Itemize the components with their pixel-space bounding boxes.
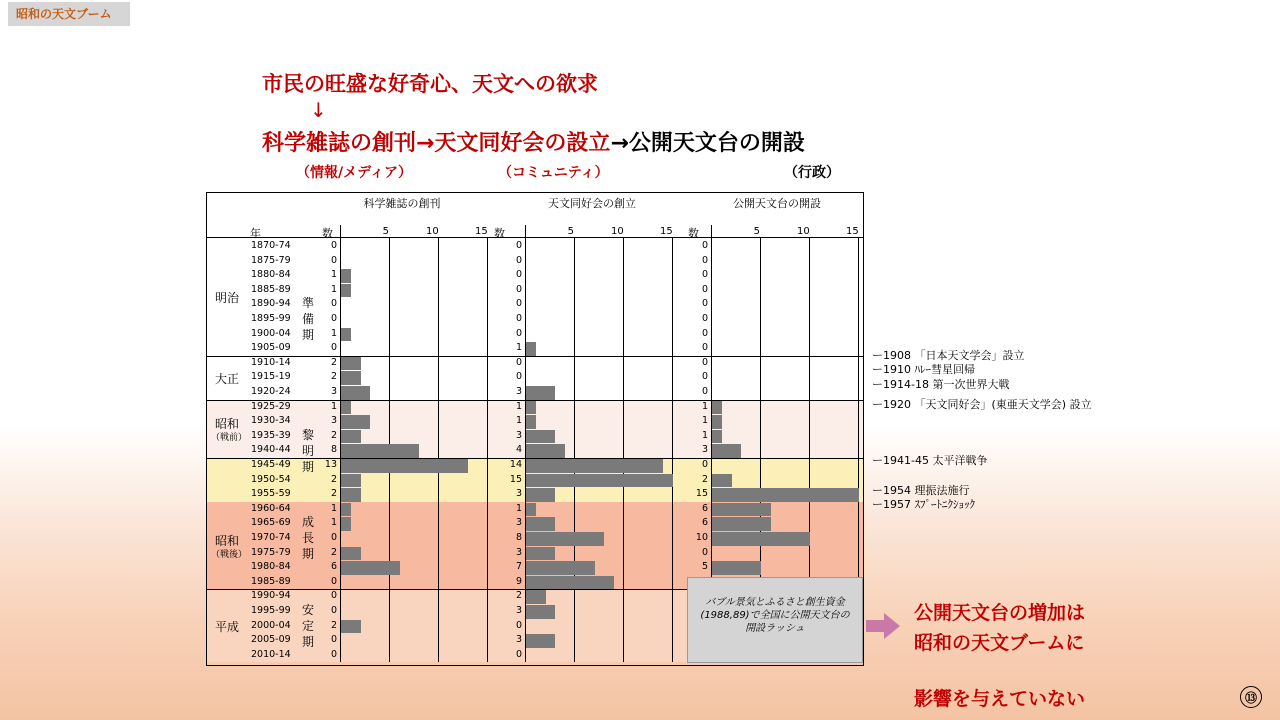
year-label: 1895-99 [251, 313, 291, 324]
header-count: 数 [494, 227, 505, 240]
count-label: 0 [515, 648, 522, 660]
header-count: 数 [322, 227, 333, 240]
count-label: 2 [330, 473, 337, 485]
event-label: ー1957 ｽﾌﾟｰﾄﾆｸｼｮｯｸ [872, 498, 975, 511]
count-label: 0 [515, 356, 522, 368]
era-sublabel: （戦前） [211, 432, 248, 443]
phase-label: 安 定 期 [302, 603, 315, 649]
count-label: 0 [330, 605, 337, 616]
bar [341, 371, 361, 385]
panel-title: 科学雑誌の創刊 [363, 197, 441, 210]
bar [341, 269, 351, 283]
count-label: 0 [330, 313, 337, 324]
bar [341, 474, 361, 488]
axis-tick-label: 5 [567, 226, 574, 237]
subtitle-community: （コミュニティ） [498, 165, 609, 181]
year-label: 1920-24 [251, 386, 291, 397]
year-label: 1965-69 [251, 517, 291, 529]
bar [341, 547, 361, 561]
event-label: ー1954 理振法施行 [872, 484, 970, 497]
bar [341, 284, 351, 298]
bar [712, 430, 722, 444]
bar [526, 503, 536, 517]
year-label: 1980-84 [251, 561, 291, 573]
conclusion-line-2: 昭和の天文ブームに [914, 632, 1085, 654]
bar [712, 444, 741, 458]
headline-demand: 市民の旺盛な好奇心、天文への欲求 [262, 72, 598, 96]
count-label: 3 [515, 605, 522, 616]
count-label: 0 [701, 546, 708, 558]
count-label: 2 [330, 371, 337, 383]
count-label: 1 [701, 429, 708, 441]
bar [526, 459, 663, 473]
count-label: 0 [701, 386, 708, 397]
year-label: 1885-89 [251, 283, 291, 295]
year-label: 1900-04 [251, 327, 291, 339]
era-label: 大正 [215, 371, 240, 386]
bar [341, 401, 351, 415]
count-label: 0 [515, 298, 522, 310]
count-label: 0 [701, 283, 708, 295]
count-label: 1 [330, 327, 337, 339]
axis-tick-label: 15 [475, 226, 488, 237]
headline-chain-black: →公開天文台の開設 [610, 131, 805, 156]
event-label: ー1914-18 第一次世界大戦 [872, 378, 1010, 391]
count-label: 1 [515, 415, 522, 427]
count-label: 3 [515, 546, 522, 558]
count-label: 8 [330, 444, 337, 456]
year-label: 1880-84 [251, 269, 291, 281]
count-label: 0 [515, 313, 522, 324]
count-label: 1 [515, 342, 522, 354]
count-label: 0 [701, 356, 708, 368]
count-label: 15 [695, 488, 708, 500]
year-label: 1960-64 [251, 502, 291, 514]
era-label: 昭和 [215, 416, 240, 431]
bar [712, 503, 771, 517]
count-label: 0 [330, 240, 337, 251]
year-label: 1875-79 [251, 254, 291, 266]
count-label: 6 [701, 517, 708, 529]
era-label: 平成 [215, 619, 240, 634]
count-label: 13 [324, 459, 337, 470]
year-label: 1915-19 [251, 371, 291, 383]
bar [526, 576, 614, 590]
bar [526, 415, 536, 429]
count-label: 0 [330, 532, 337, 543]
year-label: 1870-74 [251, 240, 291, 251]
count-label: 0 [701, 327, 708, 339]
bar [341, 503, 351, 517]
count-label: 3 [515, 517, 522, 529]
gridline [574, 237, 575, 662]
year-label: 1910-14 [251, 356, 291, 368]
count-label: 2 [330, 619, 337, 631]
count-label: 3 [330, 415, 337, 427]
bar [526, 488, 555, 502]
gridline [623, 237, 624, 662]
bar [712, 532, 810, 546]
count-label: 0 [330, 254, 337, 266]
count-label: 0 [515, 240, 522, 251]
year-label: 1925-29 [251, 400, 291, 412]
header-rule [207, 237, 863, 238]
bar [712, 474, 732, 488]
count-label: 0 [330, 590, 337, 602]
count-label: 1 [330, 517, 337, 529]
axis-tick-label: 10 [611, 226, 624, 237]
count-label: 2 [515, 590, 522, 602]
conclusion-line-3: 影響を与えていない [914, 688, 1086, 710]
year-label: 1950-54 [251, 473, 291, 485]
conclusion-line-1: 公開天文台の増加は [914, 602, 1086, 624]
header-count: 数 [688, 227, 699, 240]
bar [341, 328, 351, 342]
count-label: 3 [515, 429, 522, 441]
count-label: 0 [701, 269, 708, 281]
panel-title: 公開天文台の開設 [733, 197, 821, 210]
gridline [487, 237, 488, 662]
count-label: 10 [695, 532, 708, 543]
count-label: 1 [701, 415, 708, 427]
bar [526, 401, 536, 415]
subtitle-media: （情報/メディア） [296, 165, 412, 181]
count-label: 3 [330, 386, 337, 397]
headline-chain [262, 126, 805, 157]
event-label: ー1941-45 太平洋戦争 [872, 454, 988, 467]
bar [526, 386, 555, 400]
bar [526, 532, 604, 546]
count-label: 0 [701, 298, 708, 310]
count-label: 3 [515, 386, 522, 397]
bar [526, 605, 555, 619]
axis-tick-label: 15 [660, 226, 673, 237]
count-label: 4 [515, 444, 522, 456]
era-label: 明治 [215, 291, 240, 306]
count-label: 8 [515, 532, 522, 543]
bar [341, 488, 361, 502]
bar [341, 357, 361, 371]
year-label: 1945-49 [251, 459, 291, 470]
bar [341, 444, 419, 458]
bar [526, 342, 536, 356]
gridline [672, 237, 673, 662]
count-label: 1 [330, 502, 337, 514]
subtitle-administration: （行政） [784, 165, 840, 181]
bar [341, 386, 370, 400]
bar [526, 517, 555, 531]
axis-tick-label: 5 [382, 226, 389, 237]
bar [341, 517, 351, 531]
count-label: 6 [330, 561, 337, 573]
phase-label: 黎 明 期 [302, 427, 315, 474]
count-label: 0 [701, 254, 708, 266]
year-label: 1955-59 [251, 488, 291, 500]
era-label: 昭和 [215, 533, 240, 548]
axis-tick-label: 10 [426, 226, 439, 237]
year-label: 1935-39 [251, 429, 291, 441]
count-label: 0 [701, 240, 708, 251]
section-tag: 昭和の天文ブーム [8, 2, 130, 26]
count-label: 1 [330, 283, 337, 295]
event-label: ー1910 ﾊﾚｰ彗星回帰 [872, 363, 975, 376]
year-label: 1940-44 [251, 444, 291, 456]
event-label: ー1908 「日本天文学会」設立 [872, 349, 1025, 362]
bubble-callout: バブル景気とふるさと創生資金(1988,89)で全国に公開天文台の開設ラッシュ [687, 577, 863, 663]
count-label: 0 [701, 371, 708, 383]
bar [341, 430, 361, 444]
year-label: 1990-94 [251, 590, 291, 602]
count-label: 0 [701, 342, 708, 354]
year-label: 2000-04 [251, 619, 291, 631]
count-label: 1 [515, 400, 522, 412]
bar [712, 517, 771, 531]
bar [526, 430, 555, 444]
count-label: 0 [330, 298, 337, 310]
bar [341, 620, 361, 634]
phase-label: 準 備 期 [302, 296, 315, 343]
bar [712, 401, 722, 415]
bar [341, 459, 468, 473]
axis-tick-label: 5 [753, 226, 760, 237]
count-label: 0 [515, 283, 522, 295]
bar [526, 561, 595, 575]
right-arrow-icon [866, 613, 900, 639]
count-label: 3 [515, 634, 522, 646]
count-label: 0 [701, 313, 708, 324]
count-label: 2 [330, 429, 337, 441]
count-label: 0 [330, 634, 337, 646]
axis-tick-label: 15 [846, 226, 859, 237]
count-label: 3 [701, 444, 708, 456]
year-label: 1985-89 [251, 575, 291, 587]
panel-title: 天文同好会の創立 [548, 197, 636, 210]
headline-chain-red: 科学雑誌の創刊→天文同好会の設立 [262, 131, 611, 156]
count-label: 0 [515, 619, 522, 631]
bar [526, 634, 555, 648]
era-separator [207, 356, 863, 357]
count-label: 1 [330, 269, 337, 281]
count-label: 0 [515, 254, 522, 266]
count-label: 0 [701, 459, 708, 470]
year-label: 1975-79 [251, 546, 291, 558]
year-label: 1970-74 [251, 532, 291, 543]
count-label: 3 [515, 488, 522, 500]
down-arrow-icon: ↓ [310, 98, 327, 122]
count-label: 2 [330, 488, 337, 500]
year-label: 2005-09 [251, 634, 291, 646]
event-label: ー1920 「天文同好会」(東亜天文学会) 設立 [872, 398, 1092, 411]
bar [526, 590, 546, 604]
year-label: 2010-14 [251, 648, 291, 660]
count-label: 14 [509, 459, 522, 470]
bar [526, 474, 673, 488]
count-label: 1 [330, 400, 337, 412]
count-label: 6 [701, 502, 708, 514]
count-label: 9 [515, 575, 522, 587]
count-label: 0 [515, 269, 522, 281]
count-label: 1 [701, 400, 708, 412]
count-label: 0 [330, 575, 337, 587]
bar [712, 488, 859, 502]
count-label: 1 [515, 502, 522, 514]
year-label: 1905-09 [251, 342, 291, 354]
bar [526, 444, 565, 458]
count-label: 0 [330, 648, 337, 660]
year-label: 1930-34 [251, 415, 291, 427]
gridline [438, 237, 439, 662]
count-label: 7 [515, 561, 522, 573]
count-label: 2 [330, 356, 337, 368]
bar [341, 415, 370, 429]
era-sublabel: （戦後） [211, 549, 248, 560]
count-label: 15 [509, 473, 522, 485]
count-label: 0 [515, 327, 522, 339]
header-year: 年 [250, 227, 261, 240]
bar [712, 415, 722, 429]
year-label: 1890-94 [251, 298, 291, 310]
phase-label: 成 長 期 [302, 515, 315, 562]
page-number: ⑬ [1240, 686, 1262, 708]
count-label: 5 [701, 561, 708, 573]
bar [341, 561, 400, 575]
count-label: 0 [330, 342, 337, 354]
count-label: 0 [515, 371, 522, 383]
bar [526, 547, 555, 561]
bar [712, 561, 761, 575]
axis-tick-label: 10 [797, 226, 810, 237]
count-label: 2 [701, 473, 708, 485]
year-label: 1995-99 [251, 605, 291, 616]
count-label: 2 [330, 546, 337, 558]
